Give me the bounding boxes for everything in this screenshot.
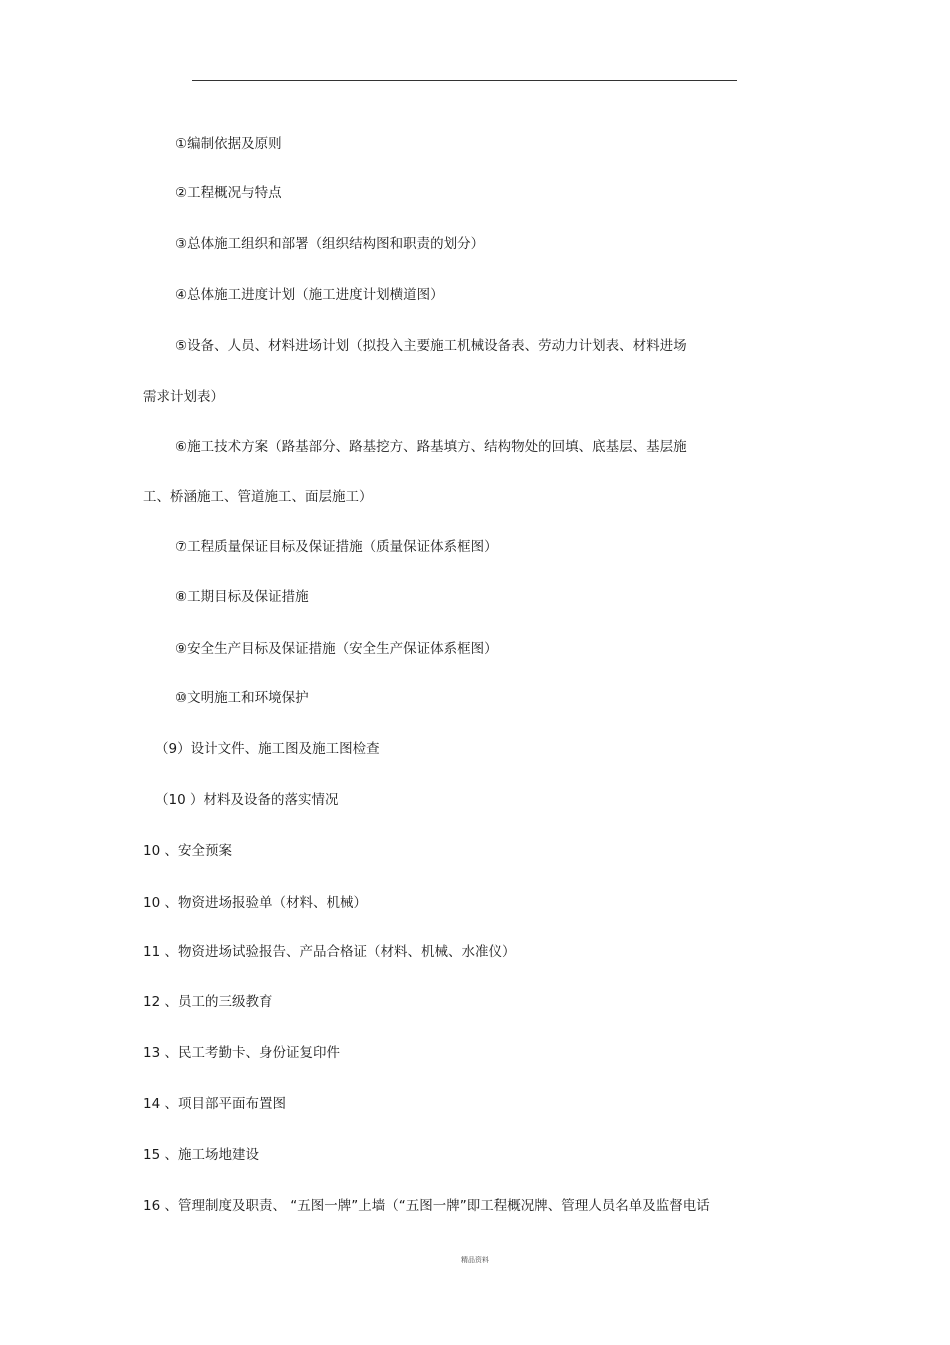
list-item: 14 、项目部平面布置图 [143, 1096, 286, 1112]
list-item: 13 、民工考勤卡、身份证复印件 [143, 1045, 340, 1061]
list-item: ④总体施工进度计划（施工进度计划横道图） [175, 287, 444, 303]
list-item: ⑦工程质量保证目标及保证措施（质量保证体系框图） [175, 539, 498, 555]
list-item: ⑩文明施工和环境保护 [175, 690, 309, 706]
list-item: 10 、物资进场报验单（材料、机械） [143, 895, 367, 911]
header-rule [192, 80, 737, 81]
list-item: 11 、物资进场试验报告、产品合格证（材料、机械、水准仪） [143, 944, 516, 960]
list-item: ③总体施工组织和部署（组织结构图和职责的划分） [175, 236, 485, 252]
list-item: ①编制依据及原则 [175, 136, 282, 152]
list-item: ⑨安全生产目标及保证措施（安全生产保证体系框图） [175, 641, 498, 657]
list-item: ②工程概况与特点 [175, 185, 282, 201]
list-item-continuation: 需求计划表） [143, 389, 224, 405]
list-item: ⑤设备、人员、材料进场计划（拟投入主要施工机械设备表、劳动力计划表、材料进场 [175, 338, 687, 354]
list-item-continuation: 工、桥涵施工、管道施工、面层施工） [143, 489, 373, 505]
list-item: 12 、员工的三级教育 [143, 994, 273, 1010]
list-item: ⑥施工技术方案（路基部分、路基挖方、路基填方、结构物处的回填、底基层、基层施 [175, 439, 687, 455]
list-item: （10 ）材料及设备的落实情况 [155, 792, 339, 808]
page-footer: 精品资料 [461, 1256, 489, 1264]
list-item: 10 、安全预案 [143, 843, 232, 859]
list-item: 15 、施工场地建设 [143, 1147, 259, 1163]
list-item: ⑧工期目标及保证措施 [175, 589, 309, 605]
list-item: 16 、管理制度及职责、 “五图一牌”上墙（“五图一牌”即工程概况牌、管理人员名单及监督电话 [143, 1198, 710, 1214]
list-item: （9）设计文件、施工图及施工图检查 [155, 741, 380, 757]
